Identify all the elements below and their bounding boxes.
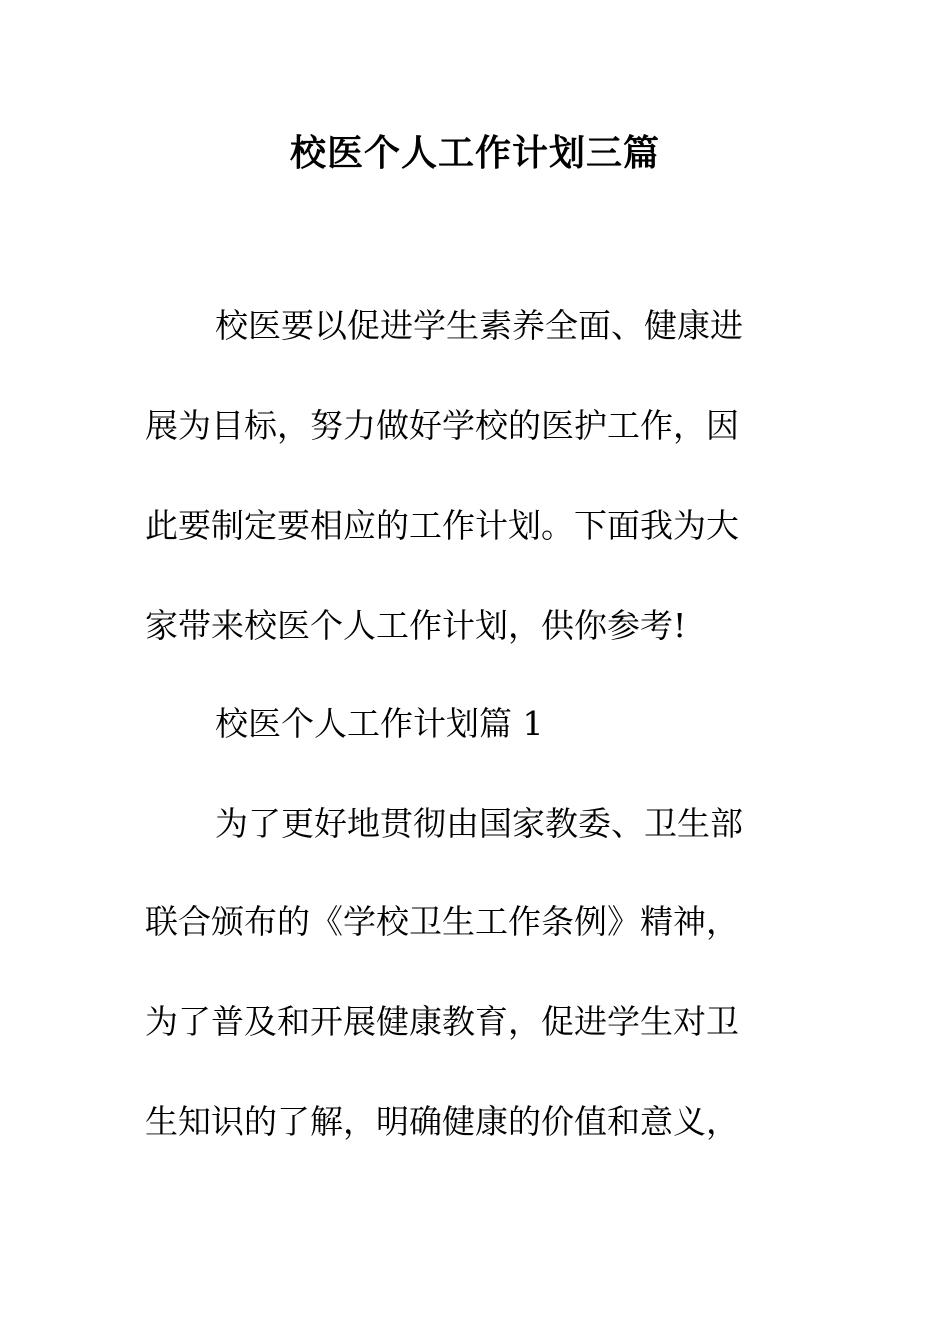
paragraph-line: 为了普及和开展健康教育，促进学生对卫 bbox=[145, 1002, 739, 1041]
paragraph-line: 此要制定要相应的工作计划。下面我为大 bbox=[145, 506, 739, 545]
paragraph-line: 为了更好地贯彻由国家教委、卫生部 bbox=[215, 804, 743, 843]
document-title: 校医个人工作计划三篇 bbox=[289, 132, 660, 174]
paragraph-line: 生知识的了解，明确健康的价值和意义， bbox=[145, 1102, 739, 1141]
section-heading: 校医个人工作计划篇 1 bbox=[215, 704, 544, 743]
paragraph-line: 展为目标，努力做好学校的医护工作，因 bbox=[145, 406, 739, 445]
paragraph-line: 联合颁布的《学校卫生工作条例》精神， bbox=[145, 902, 739, 941]
paragraph-line: 校医要以促进学生素养全面、健康进 bbox=[215, 306, 743, 345]
paragraph-line: 家带来校医个人工作计划，供你参考! bbox=[145, 606, 687, 645]
